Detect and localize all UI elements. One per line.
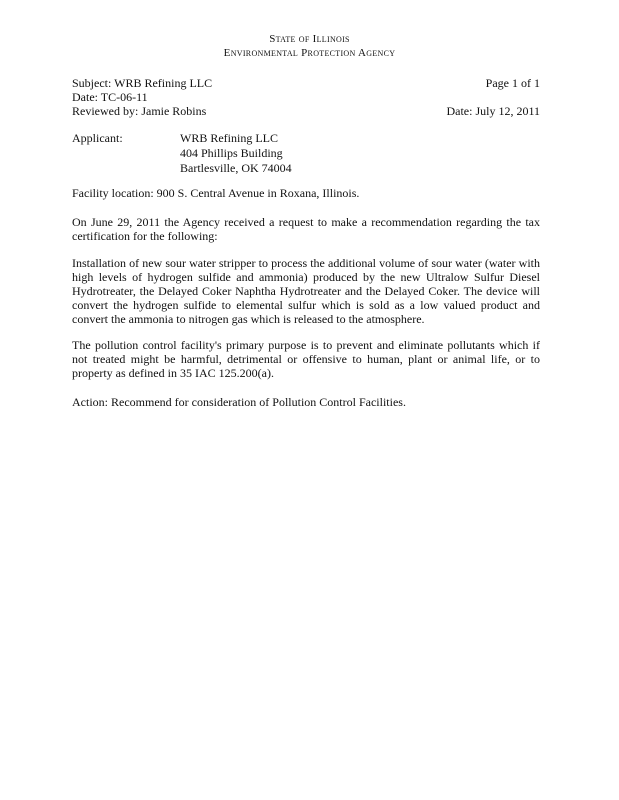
date-code: Date: TC-06-11 xyxy=(72,90,148,104)
agency-header xyxy=(0,32,619,60)
applicant-address-line2: Bartlesville, OK 74004 xyxy=(180,161,292,175)
header-agency: Environmental Protection Agency xyxy=(223,47,396,59)
subject-line: Subject: WRB Refining LLC xyxy=(72,76,213,90)
review-date: Date: July 12, 2011 xyxy=(446,104,540,118)
intro-paragraph: On June 29, 2011 the Agency received a request to make a recommendation regarding the tax certification for the following: xyxy=(72,215,540,243)
applicant-name: WRB Refining LLC xyxy=(180,131,278,145)
applicant-label: Applicant: xyxy=(72,131,123,145)
date-code-row xyxy=(72,90,540,104)
action-line: Action: Recommend for consideration of Pollution Control Facilities. xyxy=(72,395,406,409)
reviewed-row xyxy=(72,104,540,118)
header-state: State of Illinois xyxy=(269,33,350,45)
applicant-address-line1: 404 Phillips Building xyxy=(180,146,283,160)
description-paragraph: Installation of new sour water stripper to process the additional volume of sour water (water with high levels of hydrogen sulfide and ammonia) produced by the new Ultralow Sulfur Diesel Hydrotreater, the Delayed Coker Naphtha Hydrotreater and the Delayed Coker. The device will convert the hydrogen sulfide to elemental sulfur which is sold as a low valued product and convert the ammonia to nitrogen gas which is released to the atmosphere. xyxy=(72,256,540,326)
facility-location: Facility location: 900 S. Central Avenue in Roxana, Illinois. xyxy=(72,186,360,200)
applicant-address xyxy=(180,131,292,176)
reviewed-by: Reviewed by: Jamie Robins xyxy=(72,104,207,118)
purpose-paragraph: The pollution control facility's primary purpose is to prevent and eliminate pollutants which if not treated might be harmful, detrimental or offensive to human, plant or animal life, or to property as defined in 35 IAC 125.200(a). xyxy=(72,338,540,380)
page-number: Page 1 of 1 xyxy=(485,76,540,90)
subject-row xyxy=(72,76,540,90)
